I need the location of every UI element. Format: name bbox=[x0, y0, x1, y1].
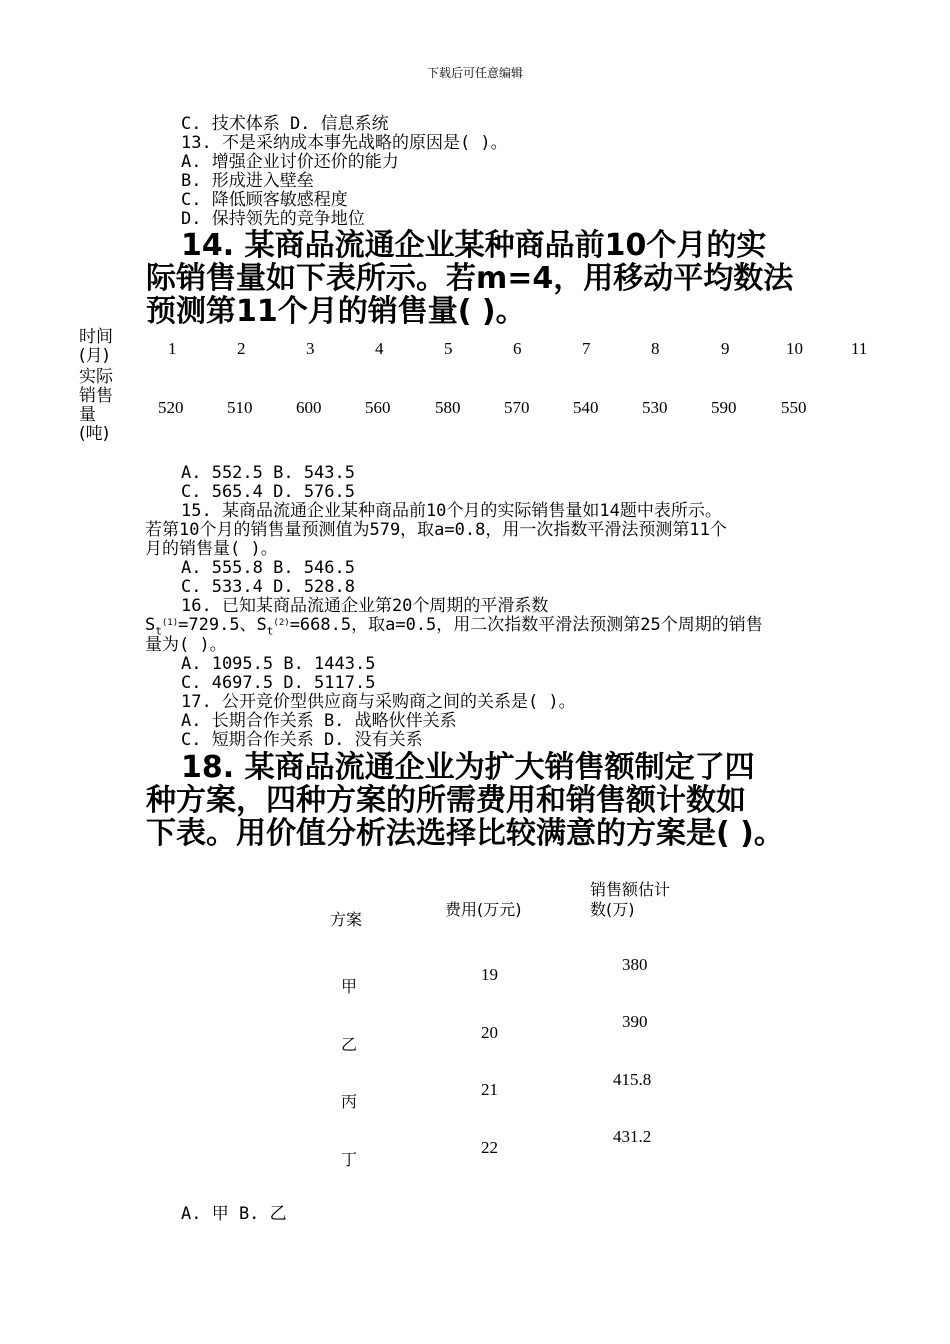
q17-options-cd: C. 短期合作关系 D. 没有关系 bbox=[181, 730, 423, 750]
q16-line-2: $S_t^{(1)}=729.5$、$S_t^{(2)}=668.5$，取a=0.5，用二次指数平滑法预测第25个周期的销售 bbox=[145, 615, 763, 638]
q14-options-cd: C. 565.4 D. 576.5 bbox=[181, 482, 355, 502]
sales-estimate-cell: 431.2 bbox=[613, 1127, 652, 1146]
q12-options-cd: C. 技术体系 D. 信息系统 bbox=[181, 114, 389, 134]
sales-cell: 570 bbox=[504, 398, 530, 417]
q16-line-1: 16. 已知某商品流通企业第20个周期的平滑系数 bbox=[181, 596, 549, 616]
row-label-sales-c: 量 bbox=[79, 405, 96, 425]
month-cell: 2 bbox=[237, 339, 246, 358]
q17-question: 17. 公开竞价型供应商与采购商之间的关系是( )。 bbox=[181, 692, 576, 712]
q13-option-b: B. 形成进入壁垒 bbox=[181, 171, 314, 191]
sales-estimate-cell: 390 bbox=[622, 1012, 648, 1031]
month-cell: 5 bbox=[444, 339, 453, 358]
sales-estimate-cell: 415.8 bbox=[613, 1070, 652, 1089]
q14-line-1: 14. 某商品流通企业某种商品前10个月的实 bbox=[181, 228, 767, 263]
q18-line-3: 下表。用价值分析法选择比较满意的方案是( )。 bbox=[146, 816, 784, 851]
q18-line-2: 种方案，四种方案的所需费用和销售额计数如 bbox=[146, 783, 746, 818]
sales-cell: 600 bbox=[296, 398, 322, 417]
header-cost: 费用(万元) bbox=[445, 900, 522, 919]
q18-options-ab: A. 甲 B. 乙 bbox=[181, 1204, 287, 1224]
q15-line-3: 月的销售量( )。 bbox=[145, 539, 278, 559]
page-header: 下载后可任意编辑 bbox=[426, 66, 523, 80]
row-label-sales-b: 销售 bbox=[79, 386, 113, 406]
month-cell: 4 bbox=[375, 339, 384, 358]
q13-question: 13. 不是采纳成本事先战略的原因是( )。 bbox=[181, 133, 508, 153]
month-cell: 10 bbox=[786, 339, 803, 358]
header-plan: 方案 bbox=[330, 910, 363, 929]
row-label-sales-d: (吨) bbox=[79, 424, 110, 444]
plan-cell: 甲 bbox=[341, 977, 358, 996]
q16-options-cd: C. 4697.5 D. 5117.5 bbox=[181, 673, 376, 693]
sales-cell: 590 bbox=[711, 398, 737, 417]
month-cell: 7 bbox=[582, 339, 591, 358]
q17-options-ab: A. 长期合作关系 B. 战略伙伴关系 bbox=[181, 711, 457, 731]
q14-line-2: 际销售量如下表所示。若m=4，用移动平均数法 bbox=[146, 261, 794, 296]
month-cell: 8 bbox=[651, 339, 660, 358]
cost-cell: 21 bbox=[481, 1080, 498, 1099]
plan-cell: 丁 bbox=[341, 1150, 358, 1169]
q15-options-cd: C. 533.4 D. 528.8 bbox=[181, 577, 355, 597]
sales-cell: 520 bbox=[158, 398, 184, 417]
cost-cell: 22 bbox=[481, 1138, 498, 1157]
cost-cell: 20 bbox=[481, 1023, 498, 1042]
month-cell: 9 bbox=[721, 339, 730, 358]
plan-cell: 乙 bbox=[341, 1035, 358, 1054]
sales-cell: 510 bbox=[227, 398, 253, 417]
row-label-sales-a: 实际 bbox=[79, 367, 113, 387]
sales-cell: 530 bbox=[642, 398, 668, 417]
plan-cell: 丙 bbox=[341, 1092, 358, 1111]
month-cell: 3 bbox=[306, 339, 315, 358]
month-cell: 11 bbox=[851, 339, 868, 358]
q13-option-c: C. 降低顾客敏感程度 bbox=[181, 190, 348, 210]
q16-options-ab: A. 1095.5 B. 1443.5 bbox=[181, 654, 376, 674]
row-label-month-b: (月) bbox=[79, 346, 110, 366]
header-sales-a: 销售额估计 bbox=[590, 880, 671, 899]
row-label-month-a: 时间 bbox=[79, 327, 113, 347]
q13-option-d: D. 保持领先的竞争地位 bbox=[181, 209, 365, 229]
sales-estimate-cell: 380 bbox=[622, 955, 648, 974]
month-cell: 1 bbox=[168, 339, 177, 358]
q15-options-ab: A. 555.8 B. 546.5 bbox=[181, 558, 355, 578]
q13-option-a: A. 增强企业讨价还价的能力 bbox=[181, 152, 399, 172]
q14-line-3: 预测第11个月的销售量( )。 bbox=[146, 294, 526, 329]
q15-line-1: 15. 某商品流通企业某种商品前10个月的实际销售量如14题中表所示。 bbox=[181, 501, 722, 521]
sales-cell: 550 bbox=[781, 398, 807, 417]
q18-line-1: 18. 某商品流通企业为扩大销售额制定了四 bbox=[181, 750, 755, 785]
q15-line-2: 若第10个月的销售量预测值为579，取a=0.8，用一次指数平滑法预测第11个 bbox=[145, 520, 727, 540]
sales-cell: 540 bbox=[573, 398, 599, 417]
sales-cell: 560 bbox=[365, 398, 391, 417]
header-sales-b: 数(万) bbox=[590, 900, 635, 919]
q14-options-ab: A. 552.5 B. 543.5 bbox=[181, 463, 355, 483]
q16-line-3: 量为( )。 bbox=[145, 635, 227, 655]
month-cell: 6 bbox=[513, 339, 522, 358]
cost-cell: 19 bbox=[481, 965, 498, 984]
sales-cell: 580 bbox=[435, 398, 461, 417]
